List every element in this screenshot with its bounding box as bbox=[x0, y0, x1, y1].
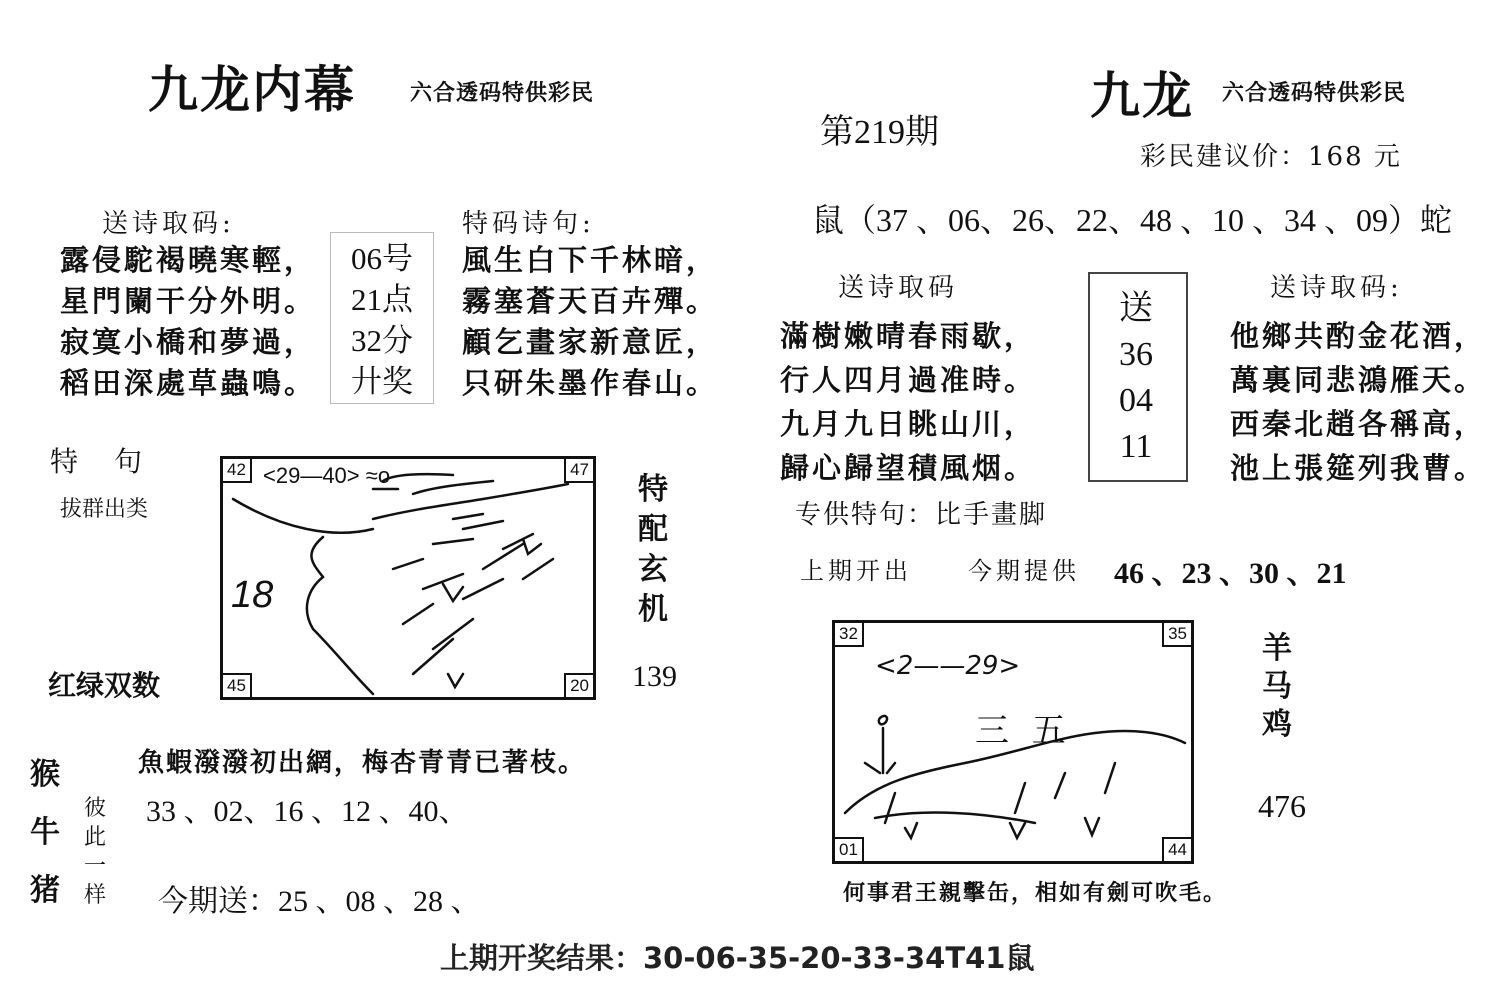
right-side-vertical bbox=[1262, 630, 1292, 744]
suggested-price: 彩民建议价：168 元 bbox=[1140, 142, 1402, 172]
poem-line: 行人四月過准時。 bbox=[780, 363, 1037, 397]
right-image-corner-tl: 32 bbox=[833, 621, 864, 647]
right-image-corner-tr: 35 bbox=[1162, 621, 1193, 647]
red-green-label: 红绿双数 bbox=[48, 669, 161, 702]
mutual-char: 样 bbox=[84, 883, 107, 908]
code-line: 廾奖 bbox=[351, 364, 413, 399]
left-image-corner-tr: 47 bbox=[564, 457, 595, 483]
left-poem-line: 魚蝦潑潑初出網，梅杏青青已著枝。 bbox=[138, 748, 587, 778]
right-image-top-text: <2——29> bbox=[875, 651, 1021, 681]
mutual-char: 此 bbox=[84, 825, 107, 850]
left-send-poem-header: 送诗取码: bbox=[102, 209, 235, 239]
left-image-number: 18 bbox=[231, 574, 274, 616]
vertical-char: 羊 bbox=[1262, 631, 1292, 666]
right-subtitle: 六合透码特供彩民 bbox=[1222, 80, 1407, 106]
vertical-char: 鸡 bbox=[1262, 707, 1292, 742]
mutual-char: 彼 bbox=[84, 796, 107, 821]
right-send-poem-header-left: 送诗取码 bbox=[838, 273, 959, 303]
zodiac-char: 猴 bbox=[30, 757, 60, 792]
left-hint-image bbox=[220, 456, 596, 700]
right-image-corner-br: 44 bbox=[1162, 837, 1193, 863]
poem-line: 九月九日眺山川， bbox=[780, 407, 1037, 441]
right-image-corner-bl: 01 bbox=[833, 837, 864, 863]
left-sketch-drawing bbox=[223, 459, 593, 697]
left-side-number: 139 bbox=[632, 660, 677, 693]
poem-line: 滿樹嫩晴春雨歇， bbox=[780, 319, 1037, 353]
left-side-vertical bbox=[638, 470, 668, 630]
right-image-mid-text: 三 五 bbox=[975, 711, 1072, 751]
vertical-char: 玄 bbox=[638, 552, 668, 587]
left-special-poem bbox=[462, 240, 718, 404]
zodiac-range-line: 鼠（37 、06、26、22、48 、10 、34 、09）蛇 bbox=[812, 202, 1453, 238]
vertical-char: 配 bbox=[638, 512, 668, 547]
left-zodiac-vertical bbox=[30, 746, 60, 920]
left-image-corner-tl: 42 bbox=[221, 457, 252, 483]
poem-line: 池上張筵列我曹。 bbox=[1230, 451, 1487, 485]
this-issue-label: 今期提供 bbox=[968, 557, 1080, 585]
code-line: 06号 bbox=[351, 241, 413, 276]
poem-line: 稻田深處草蟲鳴。 bbox=[60, 366, 317, 400]
vertical-char: 机 bbox=[638, 592, 668, 627]
poem-line: 露侵駝褐曉寒輕， bbox=[60, 243, 317, 277]
left-image-top-text: <29—40> ≈o bbox=[263, 463, 391, 488]
right-code-box-lines bbox=[1088, 286, 1184, 470]
last-issue-label: 上期开出 bbox=[800, 557, 912, 585]
left-special-phrase-label: 特 句 bbox=[50, 445, 147, 478]
vertical-char: 马 bbox=[1262, 669, 1292, 704]
code-line: 32分 bbox=[351, 323, 413, 358]
poem-line: 星門闌干分外明。 bbox=[60, 284, 317, 318]
code-line: 04 bbox=[1119, 382, 1153, 419]
left-code-box-lines bbox=[344, 238, 420, 402]
right-send-poem-left bbox=[780, 314, 1036, 490]
code-line: 36 bbox=[1119, 336, 1153, 373]
issue-number: 第219期 bbox=[820, 114, 939, 151]
left-numbers-line: 33 、02、16 、12 、40、 bbox=[146, 795, 469, 828]
mutual-char: 一 bbox=[84, 854, 107, 879]
left-send-poem bbox=[60, 240, 316, 404]
poem-line: 只研朱墨作春山。 bbox=[462, 366, 719, 400]
poem-line: 西秦北趙各稱高， bbox=[1230, 407, 1487, 441]
poem-line: 他鄉共酌金花酒， bbox=[1230, 319, 1487, 353]
left-special-poem-header: 特码诗句: bbox=[462, 209, 595, 239]
provide-numbers: 46 、23 、30 、21 bbox=[1114, 557, 1347, 590]
poem-line: 寂寞小橋和夢過， bbox=[60, 325, 317, 359]
vertical-char: 特 bbox=[638, 472, 668, 507]
left-send-line: 今期送：25 、08 、28 、 bbox=[158, 885, 481, 918]
right-hint-image bbox=[832, 620, 1194, 864]
zodiac-char: 猪 bbox=[30, 873, 60, 908]
code-line: 送 bbox=[1119, 290, 1153, 327]
zodiac-char: 牛 bbox=[30, 815, 60, 850]
right-special-phrase: 专供特句：比手畫脚 bbox=[795, 500, 1048, 530]
last-draw-result: 上期开奖结果：30-06-35-20-33-34T41鼠 bbox=[440, 941, 1035, 975]
right-poem-line: 何事君王親擊缶，相如有劍可吹毛。 bbox=[843, 880, 1228, 906]
left-special-phrase: 拔群出类 bbox=[60, 497, 149, 522]
poem-line: 萬裏同悲鴻雁天。 bbox=[1230, 363, 1487, 397]
poem-line: 風生白下千林暗， bbox=[462, 243, 719, 277]
right-side-number: 476 bbox=[1258, 788, 1306, 824]
right-send-poem-header-right: 送诗取码: bbox=[1270, 273, 1403, 303]
poem-line: 顧乞畫家新意匠， bbox=[462, 325, 719, 359]
right-send-poem-right bbox=[1230, 314, 1486, 490]
poem-line: 霧塞蒼天百卉殫。 bbox=[462, 284, 719, 318]
code-line: 11 bbox=[1119, 428, 1153, 465]
left-image-corner-br: 20 bbox=[564, 673, 595, 699]
left-subtitle: 六合透码特供彩民 bbox=[410, 80, 595, 106]
code-line: 21点 bbox=[351, 282, 413, 317]
poem-line: 歸心歸望積風烟。 bbox=[780, 451, 1037, 485]
right-title: 九龙 bbox=[1090, 66, 1194, 125]
mutual-vertical bbox=[84, 794, 106, 910]
left-title: 九龙内幕 bbox=[148, 60, 356, 119]
left-image-corner-bl: 45 bbox=[221, 673, 252, 699]
